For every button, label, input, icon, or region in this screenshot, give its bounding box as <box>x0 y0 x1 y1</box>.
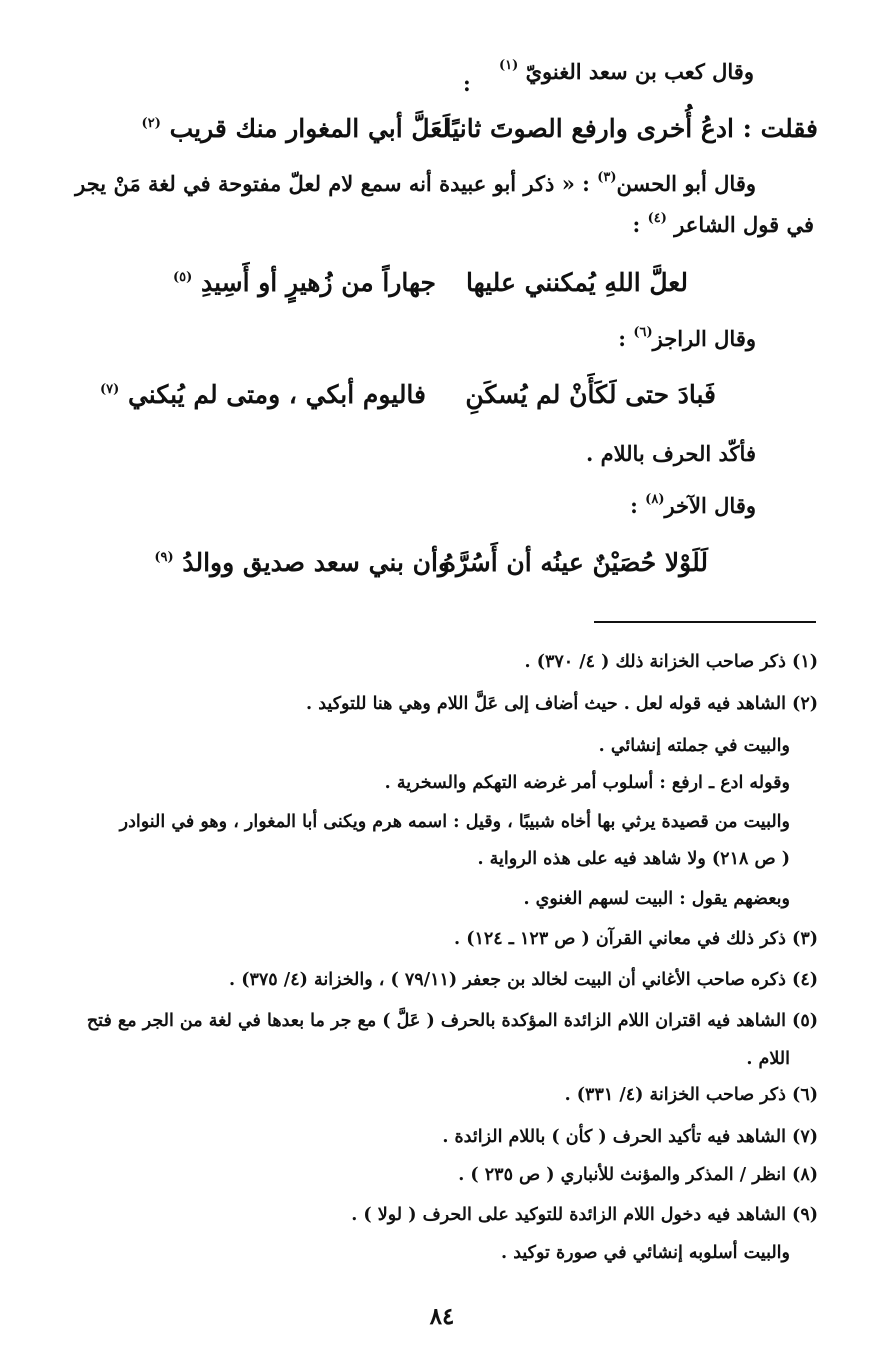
footnote-9-continuation: والبيت أسلوبه إنشائي في صورة توكيد . <box>501 1243 790 1263</box>
verse3-left-text: فاليوم أبكي ، ومتى لم يُبكني <box>127 380 426 409</box>
footnote-2-continuation-b: وقوله ادع ـ ارفع : أسلوب أمر غرضه التهكم والسخرية . <box>384 773 790 793</box>
line1-colon: : <box>462 71 471 96</box>
footnote-ref-8: (٨) <box>645 492 665 507</box>
line3-rest: : « ذكر أبو عبيدة أنه سمع لام لعلّ مفتوحة في لغة مَنْ يجر <box>75 171 590 196</box>
footnote-ref-2: (٢) <box>141 116 161 131</box>
footnote-2: (٢) الشاهد فيه قوله لعل . حيث أضاف إلى عَلَّ اللام وهي هنا للتوكيد . <box>306 694 818 714</box>
verse3-hemistich-left <box>100 378 426 417</box>
footnote-ref-5: (٥) <box>172 270 193 285</box>
footnote-ref-7: (٧) <box>99 382 120 397</box>
text-line-4 <box>633 211 814 243</box>
footnote-ref-1: (١) <box>498 58 519 73</box>
line6-colon: : <box>618 326 627 351</box>
footnote-2-continuation-c: والبيت من قصيدة يرثي بها أخاه شبيبًا ، وقيل : اسمه هرم ويكنى أبا المغوار ، وهو في النوادر <box>119 812 790 832</box>
text-line-6 <box>618 325 756 357</box>
footnote-ref-6: (٦) <box>633 325 653 340</box>
verse4-hemistich-right: لَلَوْلا حُصَيْنٌ عينُه أن أَسُرَّهُ <box>442 548 708 577</box>
footnote-3: (٣) ذكر ذلك في معاني القرآن ( ص ١٢٣ ـ ١٢٤) . <box>454 929 818 949</box>
verse2-hemistich-left <box>173 266 436 305</box>
verse4-left-text: وأن بني سعد صديق ووالدُ <box>182 548 450 577</box>
text-line-8: فأكّد الحرف باللام . <box>585 441 756 466</box>
page-number: ٨٤ <box>429 1303 455 1330</box>
footnote-2-continuation-e: وبعضهم يقول : البيت لسهم الغنوي . <box>523 889 790 909</box>
footnote-6: (٦) ذكر صاحب الخزانة (٤/ ٣٣١) . <box>564 1085 818 1105</box>
line6-text: وقال الراجز <box>652 326 756 351</box>
footnote-9: (٩) الشاهد فيه دخول اللام الزائدة للتوكيد على الحرف ( لولا ) . <box>351 1205 818 1225</box>
line4-text: في قول الشاعر <box>674 212 814 237</box>
line1-text: وقال كعب بن سعد الغنويّ <box>525 59 754 84</box>
footnote-5: (٥) الشاهد فيه اقتران اللام الزائدة المؤكدة بالحرف ( عَلَّ ) مع جر ما بعدها في لغة من الجر مع فتح <box>86 1011 818 1031</box>
text-line-9 <box>630 492 756 524</box>
footnote-2-continuation-a: والبيت في جملته إنشائي . <box>598 736 790 756</box>
footnote-ref-4: (٤) <box>647 211 667 226</box>
verse4-hemistich-left <box>154 546 450 585</box>
footnote-2-continuation-d: ( ص ٢١٨) ولا شاهد فيه على هذه الرواية . <box>477 849 790 869</box>
footnote-ref-3: (٣) <box>597 170 617 185</box>
line9-colon: : <box>630 493 638 518</box>
verse1-hemistich-right: فقلت : ادعُ أُخرى وارفع الصوتَ ثانيًا <box>444 114 818 143</box>
footnote-7: (٧) الشاهد فيه تأكيد الحرف ( كأن ) باللام الزائدة . <box>442 1127 818 1147</box>
footnote-1: (١) ذكر صاحب الخزانة ذلك ( ٤/ ٣٧٠) . <box>524 652 818 672</box>
line9-text: وقال الآخر <box>664 493 756 518</box>
text-line-3 <box>75 170 756 202</box>
footnote-divider <box>594 621 816 623</box>
line3-start: وقال أبو الحسن <box>616 171 756 196</box>
footnote-8: (٨) انظر / المذكر والمؤنث للأنباري ( ص ٢٣٥ ) . <box>458 1165 818 1185</box>
verse2-left-text: جهاراً من زُهيرٍ أو أَسِيدِ <box>200 268 436 297</box>
verse2-hemistich-right: لعلَّ اللهِ يُمكنني عليها <box>466 268 688 297</box>
text-line-1 <box>462 58 754 96</box>
footnote-4: (٤) ذكره صاحب الأغاني أن البيت لخالد بن جعفر (٧٩/١١ ) ، والخزانة (٤/ ٣٧٥) . <box>229 970 818 990</box>
verse1-left-text: لَعَلَّ أبي المغوار منك قريب <box>169 114 450 143</box>
footnote-5-continuation: اللام . <box>746 1049 790 1069</box>
verse3-hemistich-right: فَبادَ حتى لَكَأَنْ لم يُسكَنِ <box>465 380 716 409</box>
line4-colon: : <box>632 212 641 237</box>
footnote-ref-9: (٩) <box>154 550 174 565</box>
verse1-hemistich-left <box>142 112 450 151</box>
